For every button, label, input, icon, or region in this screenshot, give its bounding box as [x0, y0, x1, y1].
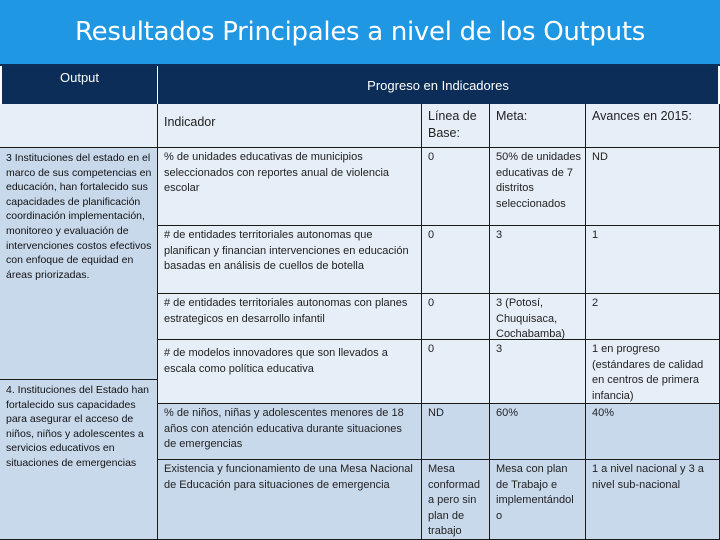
output-header-spacer	[0, 104, 158, 148]
column-header-indicator: Indicador	[158, 104, 422, 148]
row-5-baseline: ND	[422, 404, 490, 460]
column-header-target: Meta:	[490, 104, 586, 148]
row-2-progress: 1	[586, 226, 720, 294]
progress-header: Progreso en Indicadores	[158, 66, 718, 104]
slide-title-bar	[0, 0, 720, 64]
row-1-target: 50% de unidades educativas de 7 distritos seleccionados	[490, 148, 586, 226]
output-header: Output	[2, 66, 157, 104]
row-4-target: 3	[490, 340, 586, 404]
row-4-indicator: # de modelos innovadores que son llevados a escala como política educativa	[158, 340, 422, 404]
slide-title: Resultados Principales a nivel de los Outputs	[75, 17, 645, 47]
output-cell-3: 3 Instituciones del estado en el marco de sus competencias en educación, han fortalecido sus capacidades de planificación coordinación implementación, monitoreo y evaluación de intervenciones costos efectivos con enfoque de equidad en áreas priorizadas.	[0, 148, 158, 380]
row-1-indicator: % de unidades educativas de municipios seleccionados con reportes anual de violencia escolar	[158, 148, 422, 226]
row-3-target: 3 (Potosí, Chuquisaca, Cochabamba)	[490, 294, 586, 340]
row-4-baseline: 0	[422, 340, 490, 404]
row-2-target: 3	[490, 226, 586, 294]
row-1-progress: ND	[586, 148, 720, 226]
row-1-baseline: 0	[422, 148, 490, 226]
row-6-indicator: Existencia y funcionamiento de una Mesa Nacional de Educación para situaciones de emergencia	[158, 460, 422, 540]
row-3-baseline: 0	[422, 294, 490, 340]
row-6-baseline: Mesa conformad a pero sin plan de trabajo	[422, 460, 490, 540]
column-header-baseline: Línea de Base:	[422, 104, 490, 148]
row-5-indicator: % de niños, niñas y adolescentes menores de 18 años con atención educativa durante situaciones de emergencias	[158, 404, 422, 460]
row-2-baseline: 0	[422, 226, 490, 294]
row-5-progress: 40%	[586, 404, 720, 460]
row-6-progress: 1 a nivel nacional y 3 a nivel sub-nacional	[586, 460, 720, 540]
row-3-indicator: # de entidades territoriales autonomas con planes estrategicos en desarrollo infantil	[158, 294, 422, 340]
column-header-progress-2015: Avances en 2015:	[586, 104, 720, 148]
row-2-indicator: # de entidades territoriales autonomas que planifican y financian intervenciones en educación basadas en análisis de cuellos de botella	[158, 226, 422, 294]
row-3-progress: 2	[586, 294, 720, 340]
row-5-target: 60%	[490, 404, 586, 460]
output-cell-4: 4. Instituciones del Estado han fortalecido sus capacidades para asegurar el acceso de niños, niños y adolescentes a servicios educativos en situaciones de emergencias	[0, 380, 158, 540]
row-6-target: Mesa con plan de Trabajo e implementándol o	[490, 460, 586, 540]
row-4-progress: 1 en progreso (estándares de calidad en centros de primera infancia)	[586, 340, 720, 404]
